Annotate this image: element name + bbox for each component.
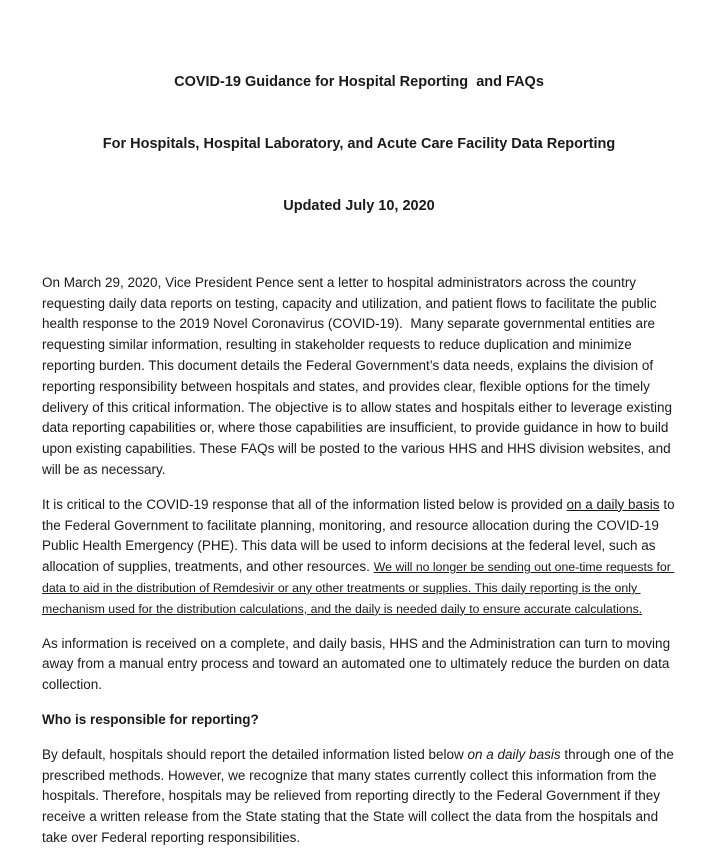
text-run-normal: By default, hospitals should report the detailed information listed below [42,746,468,762]
text-run-underline: on a daily basis [566,496,660,512]
document-body [42,273,679,849]
text-run-normal: It is critical to the COVID-19 response that all of the information listed below is provided [42,496,567,512]
document-title: COVID-19 Guidance for Hospital Reporting and FAQs [174,73,544,90]
section-heading-responsibility: Who is responsible for reporting? [42,711,259,727]
text-run-normal: through one of the prescribed methods. However, we recognize that many states currently collect this information from the hospitals. Therefore, hospitals may be relieved from reporting directly to the Federal Government if they receive a written release from the State stating that the State will collect the data from the hospitals and take over Federal reporting responsibilities. [42,746,678,845]
document-subtitle: For Hospitals, Hospital Laboratory, and Acute Care Facility Data Reporting [102,135,616,152]
text-run-italic: on a daily basis [467,746,561,762]
text-run-underline-small: We will no longer be sending out one-time requests for data to aid in the distribution of Remdesivir or any other treatments or supplies. This daily reporting is the only mechanism used for the distribution calculations, and the daily is needed daily to ensure accurate calculations. [42,560,675,616]
paragraph-intro: On March 29, 2020, Vice President Pence sent a letter to hospital administrators across the country requesting daily data reports on testing, capacity and utilization, and patient flows to facilitate the public health response to the 2019 Novel Coronavirus (COVID-19). Many separate governmental entities are requesting similar information, resulting in stakeholder requests to reduce duplication and minimize reporting burden. This document details the Federal Government’s data needs, explains the division of reporting responsibility between hospitals and states, and provides clear, flexible options for the timely delivery of this critical information. The objective is to allow states and hospitals either to leverage existing data reporting capabilities or, where those capabilities are insufficient, to provide guidance in how to build upon existing capabilities. These FAQs will be posted to the various HHS and HHS division websites, and will be as necessary. [42,274,676,477]
paragraph-daily-reporting [42,495,679,620]
document-title-block [42,30,676,259]
text-run-normal: to the Federal Government to facilitate planning, monitoring, and resource allocation during the COVID-19 Public Health Emergency (PHE). This data will be used to inform decisions at the federal level, such as allocation of supplies, treatments, and other resources. [42,496,679,575]
paragraph-default-reporting [42,745,676,849]
document-updated-date: Updated July 10, 2020 [283,198,435,215]
paragraph-automation: As information is received on a complete, and daily basis, HHS and the Administration can turn to moving away from a manual entry process and toward an automated one to ultimately reduce the burden on data collection. [42,635,674,693]
